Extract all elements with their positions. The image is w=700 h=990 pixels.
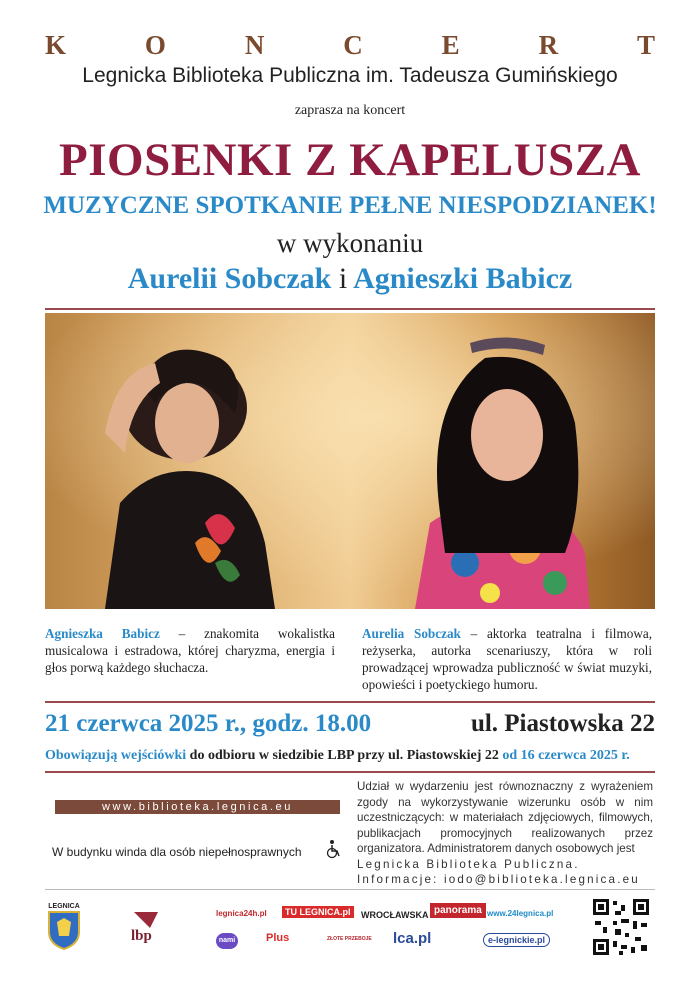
bio-right-text: – aktorka teatralna i filmowa, reżyserka, autorka scenariuszy, która w roli prowadzącej wprowadza publiczność w świat muzyki, opowieści i poetyckiego humoru. [362,626,652,692]
photo-illustration [45,313,655,609]
legnica-coat-of-arms [47,903,81,955]
event-details [45,710,655,738]
24legnica-logo: www.24legnica.pl [487,909,554,918]
coat-of-arms-icon [47,910,81,950]
performer-conjunction: i [338,262,348,295]
qr-code[interactable] [591,897,651,962]
lbp-logo [128,908,164,949]
event-place: ul. Piastowska 22 [470,710,655,737]
lbp-logo-text: lbp [131,928,152,944]
legnica-logo-text: LEGNICA [48,903,80,910]
tickets-pickup: do odbioru w siedzibie LBP przy ul. Piastowskiej 22 [186,748,503,763]
lift-note: W budynku winda dla osób niepełnosprawnych [52,845,302,859]
performed-by: w wykonaniu [276,228,424,258]
nami-logo: nami [216,933,238,949]
koncert-letter: T [636,30,655,60]
divider-middle [45,701,655,703]
invites-line: zaprasza na koncert [294,103,406,118]
zlote-przeboje-logo: ZŁOTE PRZEBOJE [327,936,372,942]
koncert-letter: E [441,30,460,60]
lca-logo: lca.pl [393,930,432,947]
library-name: Legnicka Biblioteka Publiczna im. Tadeusza Gumińskiego [82,64,618,87]
divider-bottom [45,771,655,773]
gazeta-wroclawska-logo: WROCŁAWSKA [361,910,429,920]
bio-left-name: Agnieszka Babicz [45,626,160,641]
bio-right [362,625,652,693]
e-legnickie-logo: e-legnickie.pl [483,933,550,947]
divider-top [45,308,655,310]
consent-contact: Informacje: iodo@biblioteka.legnica.eu [357,873,640,886]
bio-left [45,625,335,676]
performers-line [0,262,700,296]
website-link[interactable]: www.biblioteka.legnica.eu [55,800,340,814]
concert-subtitle: MUZYCZNE SPOTKANIE PEŁNE NIESPODZIANEK! [43,192,657,219]
wheelchair-icon [325,839,343,864]
radio-plus-logo: Plus [266,932,290,944]
consent-notice [357,779,653,888]
tickets-from-date: od 16 czerwca 2025 r. [502,748,630,763]
tickets-required: Obowiązują wejściówki [45,748,187,763]
performer-second: Agnieszki Babicz [353,262,573,295]
event-date-time: 21 czerwca 2025 r., godz. 18.00 [45,710,372,737]
panorama-logo: panorama [430,903,486,918]
koncert-heading [45,30,655,61]
koncert-letter: N [244,30,265,60]
koncert-letter: R [538,30,559,60]
footer-divider [45,889,655,890]
bio-left-text: – znakomita wokalistka musicalowa i estradowa, której charyzma, energia i głos porwą każdego słuchacza. [45,626,336,675]
performer-first: Aurelii Sobczak [127,262,332,295]
bio-right-name: Aurelia Sobczak [362,626,461,641]
koncert-letter: K [45,30,67,60]
consent-text: Udział w wydarzeniu jest równoznaczny z wyrażeniem zgody na wykorzystywanie wizerunku osób w nim uczestniczących: w materiałach zdjęciowych, filmowych, publikacjach promocyjnych realizowanych przez organizatora. Administratorem danych osobowych jest [357,780,653,855]
koncert-letter: C [343,30,363,60]
consent-admin: Legnicka Biblioteka Publiczna. [357,857,580,871]
concert-title: PIOSENKI Z KAPELUSZA [59,134,641,186]
qr-code-icon [591,897,651,957]
tickets-note [45,748,655,764]
tu-legnica-logo: TU LEGNICA.pl [282,906,354,918]
legnica24h-logo: legnica24h.pl [216,909,267,918]
koncert-letter: O [144,30,166,60]
performers-photo [45,313,655,609]
